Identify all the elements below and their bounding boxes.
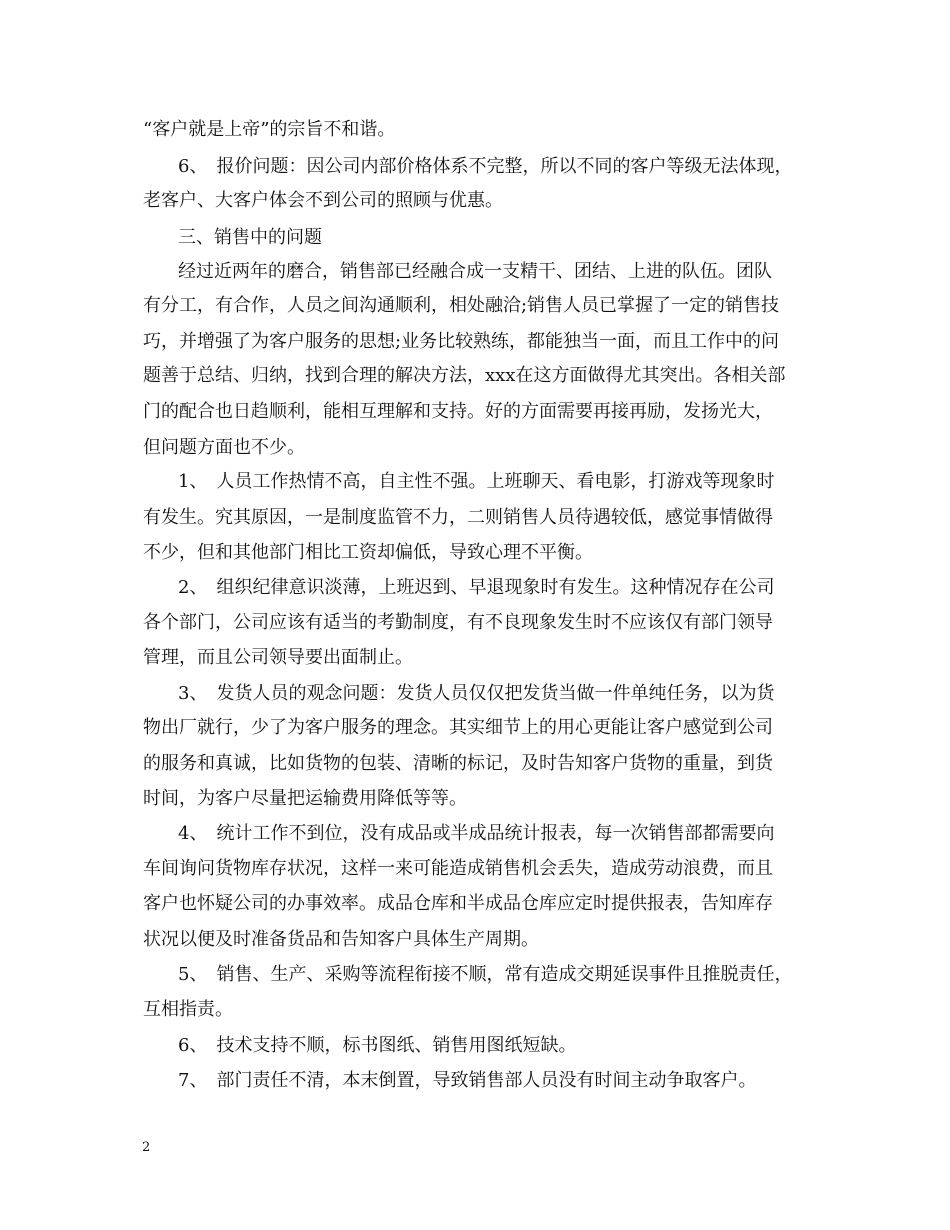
text-line: 管理，而且公司领导要出面制止。 <box>143 647 413 668</box>
text-line: 不少，但和其他部门相比工资却偏低，导致心理不平衡。 <box>143 542 593 563</box>
text-line: 但问题方面也不少。 <box>143 437 305 458</box>
text-line: “客户就是上帝”的宗旨不和谐。 <box>143 119 396 140</box>
text-line: 7、 部门责任不清，本末倒置，导致销售部人员没有时间主动争取客户。 <box>178 1070 757 1091</box>
text-line: 物出厂就行，少了为客户服务的理念。其实细节上的用心更能让客户感觉到公司 <box>143 717 773 738</box>
text-line: 巧，并增强了为客户服务的思想;业务比较熟练，都能独当一面，而且工作中的问 <box>143 331 780 352</box>
text-line: 车间询问货物库存状况，这样一来可能造成销售机会丢失，造成劳动浪费，而且 <box>143 858 773 879</box>
text-line: 6、 技术支持不顺，标书图纸、销售用图纸短缺。 <box>178 1035 577 1056</box>
text-line: 题善于总结、归纳，找到合理的解决方法，xxx在这方面做得尤其突出。各相关部 <box>143 365 786 386</box>
text-line: 状况以便及时准备货品和告知客户具体生产周期。 <box>143 929 539 950</box>
text-line: 的服务和真诚，比如货物的包装、清晰的标记，及时告知客户货物的重量，到货 <box>143 753 773 774</box>
text-line: 互相指责。 <box>143 999 233 1020</box>
text-line: 老客户、大客户体会不到公司的照顾与优惠。 <box>143 190 503 211</box>
text-line: 5、 销售、生产、采购等流程衔接不顺，常有造成交期延误事件且推脱责任， <box>178 964 793 985</box>
section-heading: 三、销售中的问题 <box>178 227 322 248</box>
text-line: 时间，为客户尽量把运输费用降低等等。 <box>143 788 467 809</box>
text-line: 6、 报价问题：因公司内部价格体系不完整，所以不同的客户等级无法体现， <box>178 156 793 177</box>
text-line: 有发生。究其原因，一是制度监管不力，二则销售人员待遇较低，感觉事情做得 <box>143 507 773 528</box>
text-line: 3、 发货人员的观念问题：发货人员仅仅把发货当做一件单纯任务，以为货 <box>178 683 775 704</box>
text-line: 2、 组织纪律意识淡薄，上班迟到、早退现象时有发生。这种情况存在公司 <box>178 577 775 598</box>
text-line: 各个部门，公司应该有适当的考勤制度，有不良现象发生时不应该仅有部门领导 <box>143 612 773 633</box>
page-number: 2 <box>142 1140 151 1155</box>
text-line: 有分工，有合作，人员之间沟通顺利，相处融洽;销售人员已掌握了一定的销售技 <box>143 295 780 316</box>
text-line: 经过近两年的磨合，销售部已经融合成一支精干、团结、上进的队伍。团队 <box>178 261 772 282</box>
text-line: 门的配合也日趋顺利，能相互理解和支持。好的方面需要再接再励，发扬光大， <box>143 401 773 422</box>
text-line: 1、 人员工作热情不高，自主性不强。上班聊天、看电影，打游戏等现象时 <box>178 471 775 492</box>
text-line: 客户也怀疑公司的办事效率。成品仓库和半成品仓库应定时提供报表，告知库存 <box>143 893 773 914</box>
text-line: 4、 统计工作不到位，没有成品或半成品统计报表，每一次销售部都需要向 <box>178 823 775 844</box>
